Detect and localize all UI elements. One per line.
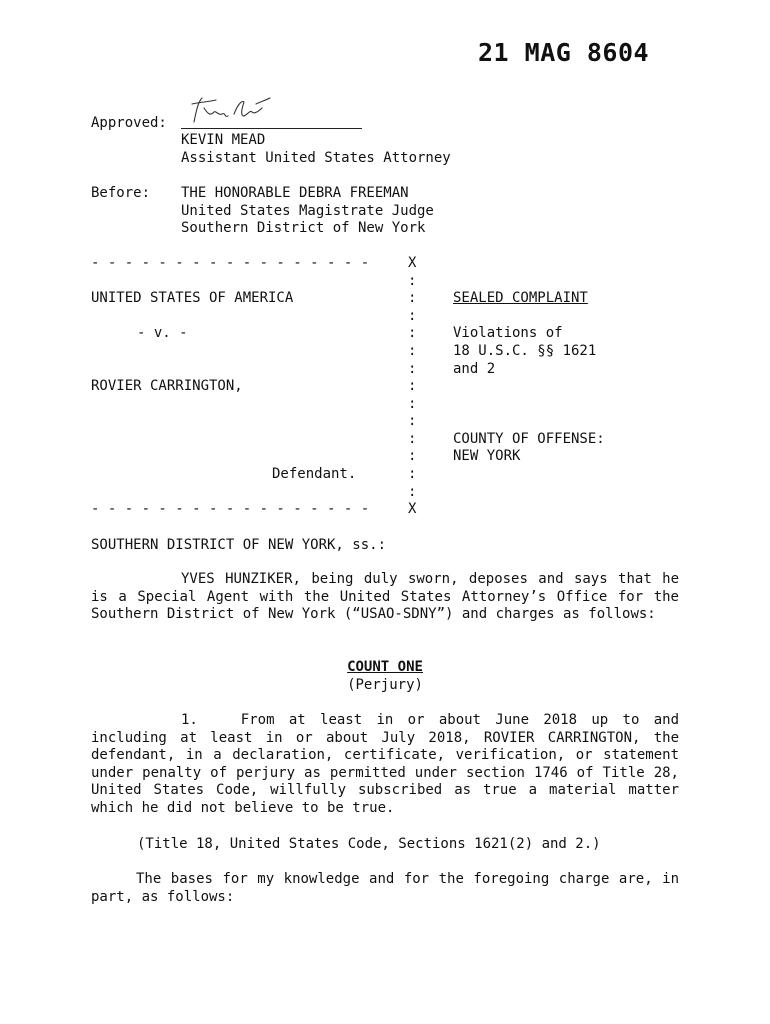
caption-colon: : [408, 378, 417, 394]
paragraph-1: 1. From at least in or about June 2018 up to and including at least in or about July 2018, ROVIER CARRINGTON, the defendant, in a declaration, certificate, verification, or statement under penalty of perjury as permitted under section 1746 of Title 28, United States Code, willfully subscribed as true a material matter which he did not believe to be true. [91, 712, 688, 816]
judge-district: Southern District of New York [181, 220, 426, 236]
signature-line [181, 128, 362, 129]
defendant-name: ROVIER CARRINGTON, [91, 378, 243, 394]
caption-colon: : [408, 290, 417, 306]
defendant-label: Defendant. [272, 466, 357, 482]
approver-title: Assistant United States Attorney [181, 150, 451, 166]
statute-citation: (Title 18, United States Code, Sections 1621(2) and 2.) [137, 836, 601, 852]
caption-colon: : [408, 466, 417, 482]
caption-colon: : [408, 343, 417, 359]
judge-name: THE HONORABLE DEBRA FREEMAN [181, 185, 409, 201]
violations-line-3: and 2 [453, 361, 496, 377]
caption-colon: : [408, 431, 417, 447]
approved-label: Approved: [91, 115, 167, 131]
caption-colon: : [408, 448, 417, 464]
violations-line-2: 18 U.S.C. §§ 1621 [453, 343, 597, 359]
caption-colon: : [408, 396, 417, 412]
intro-paragraph: YVES HUNZIKER, being duly sworn, deposes and says that he is a Special Agent with the United States Attorney’s Office for the Southern District of New York (“USAO-SDNY”) and charges as follows: [91, 571, 679, 622]
county-label: COUNTY OF OFFENSE: [453, 431, 605, 447]
caption-colon: : [408, 273, 417, 289]
judge-title: United States Magistrate Judge [181, 203, 434, 219]
county-value: NEW YORK [453, 448, 521, 464]
versus-label: - v. - [137, 325, 188, 341]
signature-image [186, 94, 276, 128]
before-label: Before: [91, 185, 151, 201]
caption-bottom-x: X [408, 501, 417, 517]
document-type: SEALED COMPLAINT [453, 290, 588, 306]
caption-colon: : [408, 413, 417, 429]
plaintiff-name: UNITED STATES OF AMERICA [91, 290, 294, 306]
caption-colon: : [408, 361, 417, 377]
caption-top-x: X [408, 255, 417, 271]
count-subheading: (Perjury) [347, 677, 423, 693]
caption-colon: : [408, 308, 417, 324]
caption-bottom-dashes: - - - - - - - - - - - - - - - - - [91, 501, 370, 517]
violations-line-1: Violations of [453, 325, 563, 341]
caption-colon: : [408, 484, 417, 500]
caption-colon: : [408, 325, 417, 341]
approver-name: KEVIN MEAD [181, 132, 266, 148]
case-number-stamp: 21 MAG 8604 [478, 38, 650, 67]
count-heading: COUNT ONE [347, 659, 423, 675]
bases-paragraph: The bases for my knowledge and for the foregoing charge are, in part, as follows: [91, 871, 679, 905]
caption-top-dashes: - - - - - - - - - - - - - - - - - [91, 255, 370, 271]
venue-line: SOUTHERN DISTRICT OF NEW YORK, ss.: [91, 537, 387, 553]
